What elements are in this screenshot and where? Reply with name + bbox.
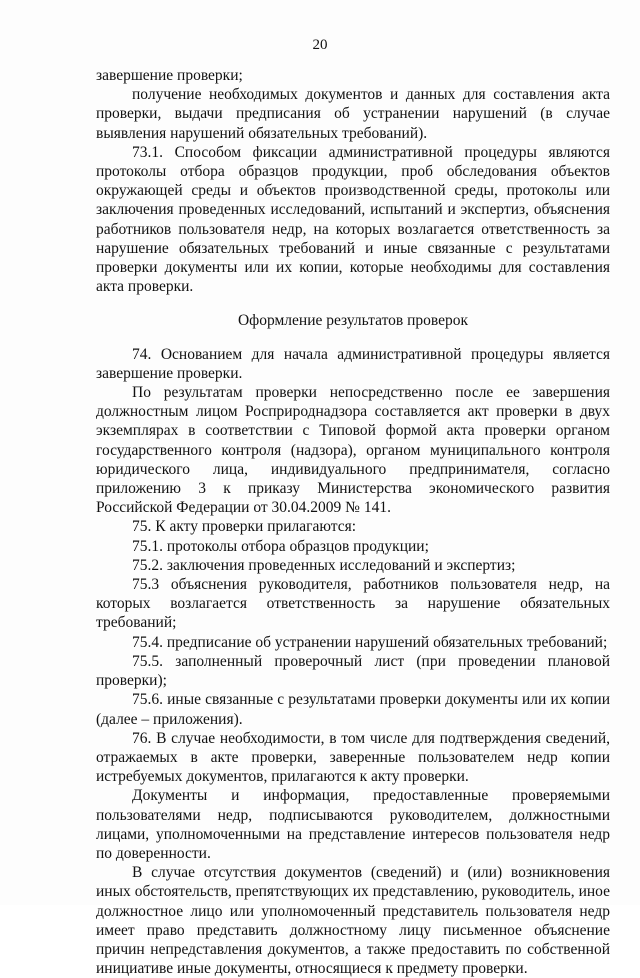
paragraph-inspection-act: По результатам проверки непосредственно после ее завершения должностным лицом Росприроднадзора составляется акт проверки в двух экземплярах в соответствии с Типовой формой акта проверки органом государственного контроля (надзора), органом муниципального контроля юридического лица, индивидуального предпринимателя, согласно приложению 3 к приказу Министерства экономического развития Российской Федерации от 30.04.2009 № 141. — [96, 384, 610, 517]
paragraph-75-6: 75.6. иные связанные с результатами проверки документы или их копии (далее – приложения). — [96, 691, 610, 728]
paragraph-73-1: 73.1. Способом фиксации административной процедуры являются протоколы отбора образцов продукции, проб обследования объектов окружающей среды и объектов производственной среды, протоколы или заключения проведенных исследований, испытаний и экспертиз, объяснения работников пользователя недр, на которых возлагается ответственность за нарушение обязательных требований и иные связанные с результатами проверки документы или их копии, которые необходимы для составления акта проверки. — [96, 143, 610, 296]
paragraph-absence-of-documents: В случае отсутствия документов (сведений) и (или) возникновения иных обстоятельств, препятствующих их представлению, руководитель, иное должностное лицо или уполномоченный представитель пользователя недр имеет право представить должностному лицу письменное объяснение причин непредставления документов, а также предоставить по собственной инициативе иные документы, относящиеся к предмету проверки. — [96, 864, 610, 978]
paragraph-75-3: 75.3 объяснения руководителя, работников пользователя недр, на которых возлагается ответственность за нарушение обязательных требований; — [96, 576, 610, 632]
paragraph-75: 75. К акту проверки прилагаются: — [132, 518, 357, 536]
paragraph-75-5: 75.5. заполненный проверочный лист (при проведении плановой проверки); — [96, 652, 610, 690]
paragraph-76: 76. В случае необходимости, в том числе для подтверждения сведений, отражаемых в акте проверки, заверенные пользователем недр копии истребуемых документов, прилагаются к акту проверки. — [96, 729, 610, 786]
document-body — [96, 66, 610, 978]
paragraph-74: 74. Основанием для начала административной процедуры является завершение проверки. — [96, 345, 610, 382]
paragraph-documents-signing: Документы и информация, предоставленные проверяемыми пользователями недр, подписываются руководителем, должностными лицами, уполномоченными на представление интересов пользователя недр по доверенности. — [96, 787, 610, 862]
paragraph-inspection-completion: завершение проверки; — [96, 67, 243, 84]
page-number: 20 — [312, 37, 328, 53]
section-heading: Оформление результатов проверок — [237, 312, 469, 330]
paragraph-75-4: 75.4. предписание об устранении нарушений обязательных требований; — [132, 633, 608, 651]
paragraph-75-2: 75.2. заключения проведенных исследований и экспертиз; — [132, 556, 516, 574]
paragraph-75-1: 75.1. протоколы отбора образцов продукции; — [132, 537, 429, 555]
paragraph-obtaining-documents: получение необходимых документов и данных для составления акта проверки, выдачи предписания об устранении нарушений (в случае выявления нарушений обязательных требований). — [96, 86, 610, 142]
